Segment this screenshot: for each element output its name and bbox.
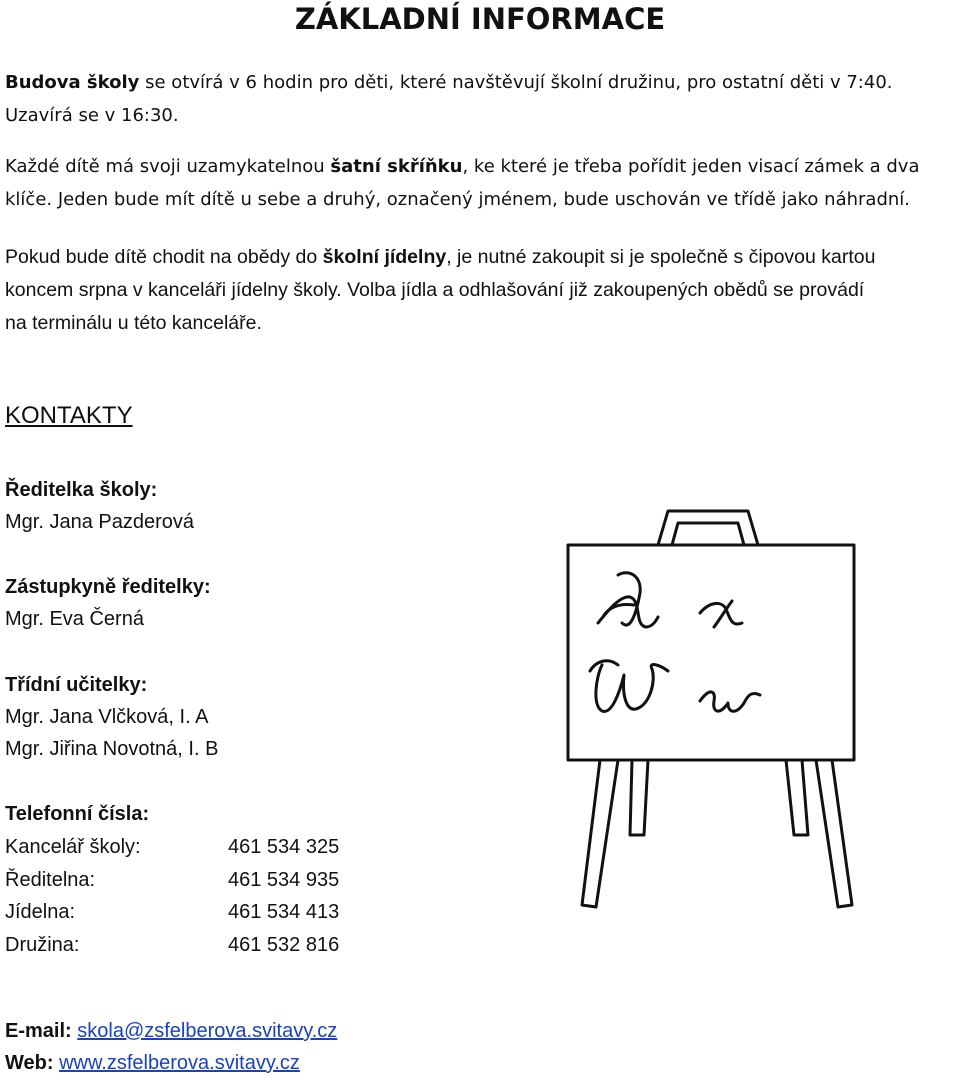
text-run: Pokud bude dítě chodit na obědy do — [5, 246, 323, 268]
bold-phrase: školní jídelny — [322, 246, 447, 268]
text-run: , ke které je třeba pořídit jeden visací zámek a dva — [462, 156, 920, 177]
deputy-name: Mgr. Eva Černá — [5, 608, 144, 630]
bold-phrase: šatní skříňku — [330, 156, 463, 177]
paragraph-line — [5, 150, 960, 183]
email-label: E-mail: — [5, 1020, 72, 1042]
paragraph-opening-hours — [5, 66, 960, 132]
phone-name: Jídelna: — [5, 901, 76, 923]
page-title: ZÁKLADNÍ INFORMACE — [294, 2, 666, 36]
email-link[interactable]: skola@zsfelberova.svitavy.cz — [77, 1020, 338, 1042]
easel-board-illustration — [560, 505, 860, 925]
phone-number: 461 532 816 — [228, 934, 340, 956]
deputy-label: Zástupkyně ředitelky: — [5, 576, 211, 598]
phone-name: Kancelář školy: — [5, 836, 141, 858]
phone-number: 461 534 413 — [228, 901, 340, 923]
bold-phrase: Budova školy — [5, 72, 140, 93]
paragraph-line — [5, 241, 960, 274]
text-run: Každé dítě má svoji uzamykatelnou — [5, 156, 331, 177]
paragraph-canteen — [5, 241, 960, 340]
paragraph-line: Uzavírá se v 16:30. — [5, 105, 179, 126]
teachers-label: Třídní učitelky: — [5, 674, 148, 696]
paragraph-line: koncem srpna v kanceláři jídelny školy. Volba jídla a odhlašování již zakoupených obědů se provádí — [5, 279, 865, 301]
phone-name: Ředitelna: — [5, 869, 96, 891]
phone-number: 461 534 935 — [228, 869, 340, 891]
director-name: Mgr. Jana Pazderová — [5, 511, 194, 533]
text-run: se otvírá v 6 hodin pro děti, které navštěvují školní družinu, pro ostatní děti v 7:40. — [139, 72, 893, 93]
phones-label: Telefonní čísla: — [5, 803, 150, 825]
web-link[interactable]: www.zsfelberova.svitavy.cz — [59, 1052, 300, 1074]
paragraph-line: klíče. Jeden bude mít dítě u sebe a druhý, označený jménem, bude uschován ve třídě jako náhradní. — [5, 189, 911, 210]
teacher-name: Mgr. Jiřina Novotná, I. B — [5, 738, 219, 760]
text-run: , je nutné zakoupit si je společně s čipovou kartou — [446, 246, 876, 268]
teacher-name: Mgr. Jana Vlčková, I. A — [5, 706, 209, 728]
paragraph-line: na terminálu u této kanceláře. — [5, 312, 262, 334]
web-row — [5, 1052, 300, 1075]
director-label: Ředitelka školy: — [5, 479, 158, 501]
web-label: Web: — [5, 1052, 54, 1074]
paragraph-locker — [5, 150, 960, 216]
paragraph-line — [5, 66, 960, 99]
phone-name: Družina: — [5, 934, 80, 956]
phone-number: 461 534 325 — [228, 836, 340, 858]
contacts-heading: KONTAKTY — [5, 402, 133, 429]
email-row — [5, 1020, 337, 1043]
